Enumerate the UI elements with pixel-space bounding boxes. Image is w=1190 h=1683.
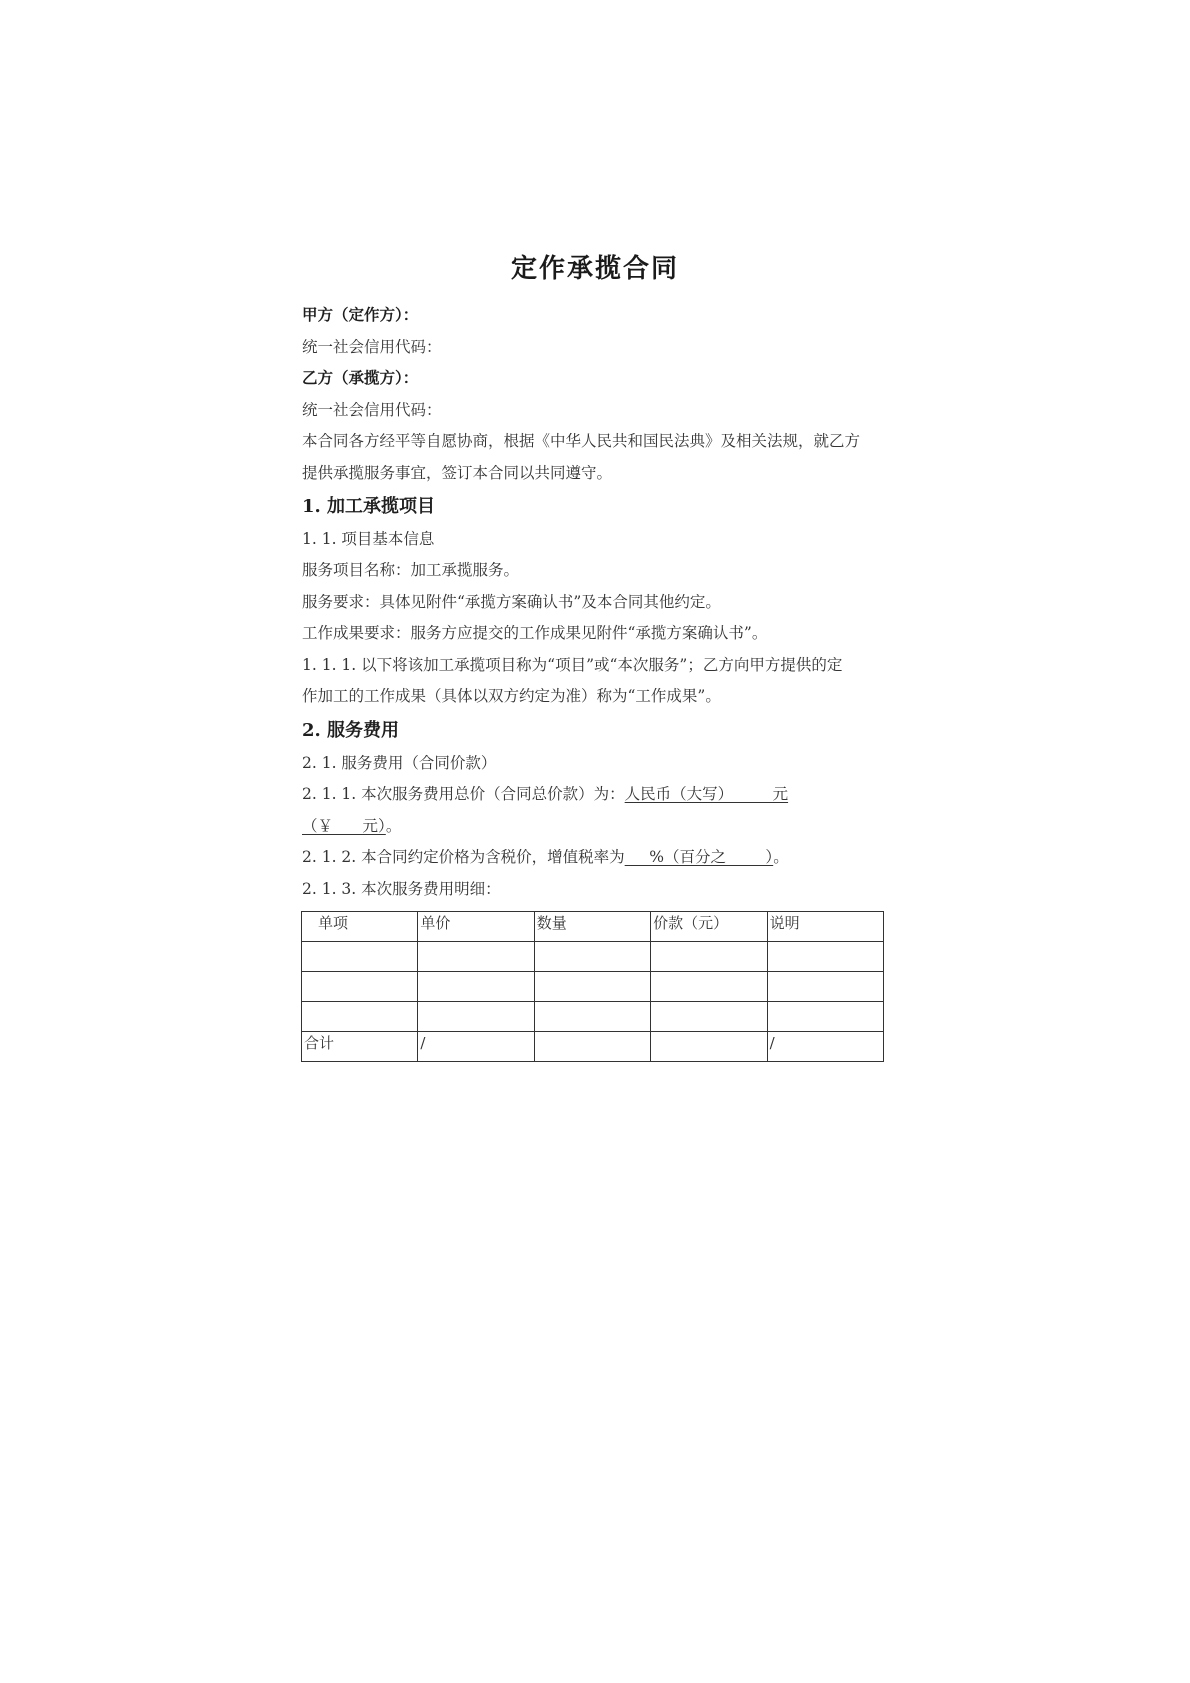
section-2-1-heading: 2. 1. 服务费用（合同价款）: [302, 754, 497, 772]
table-cell[interactable]: [651, 1002, 767, 1032]
table-cell[interactable]: [767, 972, 883, 1002]
clause-2-1-1: [302, 782, 788, 804]
header-amount: 价款（元）: [651, 912, 767, 942]
section-1-1-heading: 1. 1. 项目基本信息: [302, 530, 435, 548]
table-total-row: [302, 1032, 884, 1062]
clause-2-1-2: [302, 845, 789, 867]
service-requirements: 服务要求：具体见附件“承揽方案确认书”及本合同其他约定。: [302, 593, 721, 611]
table-cell[interactable]: [767, 942, 883, 972]
clause-2-1-2-prefix: 2. 1. 2. 本合同约定价格为含税价，增值税率为: [302, 848, 625, 866]
section-2-heading: 2. 服务费用: [302, 720, 400, 741]
table-cell[interactable]: [534, 1002, 650, 1032]
clause-2-1-1-continued: [302, 814, 401, 836]
table-row: [302, 972, 884, 1002]
table-cell[interactable]: [302, 942, 418, 972]
fee-detail-table: [301, 911, 884, 1062]
preamble-line-1: 本合同各方经平等自愿协商，根据《中华人民共和国民法典》及相关法规，就乙方: [302, 432, 861, 450]
table-cell[interactable]: [418, 1002, 534, 1032]
table-row: [302, 942, 884, 972]
party-a-credit-code-label: 统一社会信用代码：: [302, 338, 442, 356]
total-notes: /: [767, 1032, 883, 1062]
party-a-label: 甲方（定作方）：: [302, 305, 419, 324]
clause-2-1-2-suffix: 。: [773, 848, 789, 866]
header-quantity: 数量: [534, 912, 650, 942]
total-label: 合计: [302, 1032, 418, 1062]
table-cell[interactable]: [302, 1002, 418, 1032]
preamble-line-2: 提供承揽服务事宜，签订本合同以共同遵守。: [302, 464, 613, 482]
table-cell[interactable]: [534, 972, 650, 1002]
clause-1-1-1-line-1: 1. 1. 1. 以下将该加工承揽项目称为“项目”或“本次服务”；乙方向甲方提供的定: [302, 656, 843, 674]
table-header-row: [302, 912, 884, 942]
table-cell[interactable]: [651, 942, 767, 972]
clause-1-1-1-line-2: 作加工的工作成果（具体以双方约定为准）称为“工作成果”。: [302, 687, 721, 705]
total-price-figure-field[interactable]: （￥ 元）: [302, 817, 386, 835]
header-unit-price: 单价: [418, 912, 534, 942]
work-result-requirements: 工作成果要求：服务方应提交的工作成果见附件“承揽方案确认书”。: [302, 624, 768, 642]
table-cell[interactable]: [534, 942, 650, 972]
clause-2-1-3: 2. 1. 3. 本次服务费用明细：: [302, 880, 501, 898]
table-row: [302, 1002, 884, 1032]
total-quantity[interactable]: [534, 1032, 650, 1062]
header-item: 单项: [302, 912, 418, 942]
section-1-heading: 1. 加工承揽项目: [302, 496, 436, 517]
header-notes: 说明: [767, 912, 883, 942]
table-cell[interactable]: [651, 972, 767, 1002]
total-unit-price: /: [418, 1032, 534, 1062]
document-title: 定作承揽合同: [510, 254, 679, 284]
party-b-label: 乙方（承揽方）：: [302, 368, 419, 387]
service-name: 服务项目名称：加工承揽服务。: [302, 561, 520, 579]
table-cell[interactable]: [767, 1002, 883, 1032]
table-cell[interactable]: [302, 972, 418, 1002]
total-amount[interactable]: [651, 1032, 767, 1062]
clause-2-1-1-suffix: 。: [385, 817, 402, 835]
clause-2-1-1-prefix: 2. 1. 1. 本次服务费用总价（合同总价款）为：: [302, 785, 625, 803]
total-price-words-field[interactable]: 人民币（大写） 元: [624, 785, 789, 803]
table-cell[interactable]: [418, 972, 534, 1002]
table-cell[interactable]: [418, 942, 534, 972]
party-b-credit-code-label: 统一社会信用代码：: [302, 401, 442, 419]
vat-rate-field[interactable]: %（百分之 ）: [624, 848, 774, 866]
